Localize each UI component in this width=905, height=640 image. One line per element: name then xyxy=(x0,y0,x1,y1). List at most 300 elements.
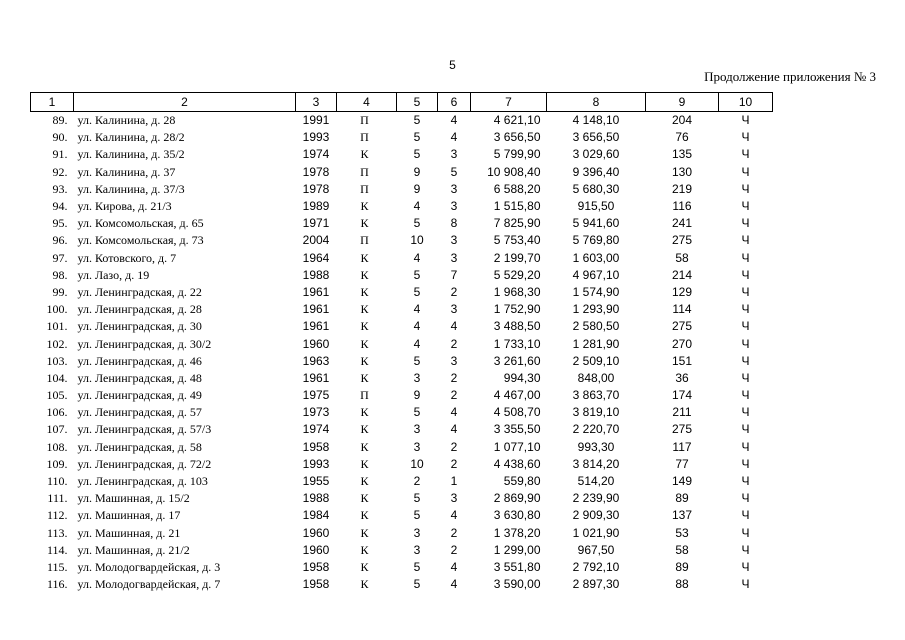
cell-ownership: Ч xyxy=(741,319,750,334)
column-header-2: 2 xyxy=(74,93,296,112)
cell-address: ул. Ленинградская, д. 58 xyxy=(77,439,202,454)
cell-entrances: 3 xyxy=(450,233,458,248)
cell-residents: 275 xyxy=(671,319,693,334)
cell-row-number: 95. xyxy=(52,216,68,231)
cell-total-area: 4 438,60 xyxy=(493,456,541,471)
cell-address: ул. Ленинградская, д. 30/2 xyxy=(77,336,212,351)
cell-row-number: 114. xyxy=(46,542,68,557)
table-row xyxy=(31,318,773,335)
table-row xyxy=(31,353,773,370)
cell-build-year: 1961 xyxy=(302,302,330,317)
cell-floors: 5 xyxy=(413,405,421,420)
cell-row-number: 90. xyxy=(52,130,68,145)
cell-wall-material: К xyxy=(360,439,369,454)
cell-residents: 275 xyxy=(671,233,693,248)
cell-ownership: Ч xyxy=(741,199,750,214)
table-row xyxy=(31,421,773,438)
cell-wall-material: К xyxy=(360,353,369,368)
table-row xyxy=(31,146,773,163)
table-row xyxy=(31,490,773,507)
cell-address: ул. Ленинградская, д. 22 xyxy=(77,284,202,299)
cell-wall-material: К xyxy=(360,542,369,557)
cell-build-year: 1960 xyxy=(302,525,330,540)
cell-total-area: 5 799,90 xyxy=(493,147,541,162)
cell-residents: 211 xyxy=(672,405,692,420)
cell-entrances: 1 xyxy=(450,474,458,489)
cell-address: ул. Калинина, д. 28/2 xyxy=(77,130,185,145)
cell-floors: 5 xyxy=(413,508,421,523)
cell-ownership: Ч xyxy=(741,508,750,523)
table-row xyxy=(31,559,773,576)
cell-ownership: Ч xyxy=(741,113,750,128)
table-row xyxy=(31,301,773,318)
cell-address: ул. Ленинградская, д. 103 xyxy=(77,474,208,489)
cell-row-number: 107. xyxy=(46,422,68,437)
cell-row-number: 97. xyxy=(52,250,68,265)
cell-residents: 89 xyxy=(675,491,689,506)
cell-living-area: 2 239,90 xyxy=(572,491,620,506)
cell-entrances: 4 xyxy=(450,405,458,420)
cell-build-year: 1955 xyxy=(302,474,330,489)
cell-residents: 149 xyxy=(671,474,693,489)
cell-ownership: Ч xyxy=(741,474,750,489)
cell-living-area: 4 148,10 xyxy=(572,113,620,128)
cell-address: ул. Машинная, д. 21 xyxy=(77,525,181,540)
cell-address: ул. Калинина, д. 37 xyxy=(77,164,176,179)
table-row xyxy=(31,129,773,146)
cell-address: ул. Молодогвардейская, д. 7 xyxy=(77,577,221,592)
cell-address: ул. Ленинградская, д. 57 xyxy=(77,405,202,420)
cell-wall-material: П xyxy=(360,233,369,248)
table-row xyxy=(31,112,773,130)
cell-ownership: Ч xyxy=(741,233,750,248)
cell-build-year: 1971 xyxy=(302,216,330,231)
cell-floors: 4 xyxy=(413,199,421,214)
cell-row-number: 106. xyxy=(46,405,68,420)
table-row xyxy=(31,215,773,232)
cell-build-year: 1961 xyxy=(302,284,330,299)
cell-floors: 3 xyxy=(413,542,421,557)
cell-entrances: 2 xyxy=(450,284,458,299)
cell-total-area: 3 590,00 xyxy=(493,577,541,592)
cell-address: ул. Ленинградская, д. 49 xyxy=(77,388,202,403)
cell-build-year: 1958 xyxy=(302,439,330,454)
cell-row-number: 105. xyxy=(46,388,68,403)
cell-ownership: Ч xyxy=(741,216,750,231)
cell-total-area: 10 908,40 xyxy=(487,164,541,179)
cell-build-year: 1960 xyxy=(302,336,330,351)
cell-living-area: 3 029,60 xyxy=(572,147,620,162)
cell-total-area: 994,30 xyxy=(503,370,541,385)
table-row xyxy=(31,370,773,387)
appendix-continuation-note: Продолжение приложения № 3 xyxy=(704,69,876,84)
cell-living-area: 514,20 xyxy=(577,474,615,489)
cell-floors: 5 xyxy=(413,491,421,506)
cell-entrances: 3 xyxy=(450,181,458,196)
cell-residents: 174 xyxy=(671,388,693,403)
cell-floors: 5 xyxy=(413,284,421,299)
cell-address: ул. Кирова, д. 21/3 xyxy=(77,199,172,214)
cell-ownership: Ч xyxy=(741,284,750,299)
cell-living-area: 3 814,20 xyxy=(572,456,620,471)
cell-floors: 5 xyxy=(413,353,421,368)
cell-total-area: 7 825,90 xyxy=(493,216,541,231)
cell-entrances: 4 xyxy=(450,113,458,128)
cell-row-number: 98. xyxy=(52,267,68,282)
cell-residents: 151 xyxy=(671,353,693,368)
cell-living-area: 2 792,10 xyxy=(572,559,620,574)
cell-living-area: 1 574,90 xyxy=(572,284,620,299)
table-row xyxy=(31,181,773,198)
cell-floors: 10 xyxy=(410,456,424,471)
cell-total-area: 5 753,40 xyxy=(493,233,541,248)
cell-row-number: 109. xyxy=(46,456,68,471)
column-header-8: 8 xyxy=(547,93,646,112)
cell-wall-material: П xyxy=(360,130,369,145)
cell-address: ул. Машинная, д. 15/2 xyxy=(77,491,190,506)
cell-living-area: 967,50 xyxy=(577,542,615,557)
cell-wall-material: К xyxy=(360,302,369,317)
cell-total-area: 3 630,80 xyxy=(493,508,541,523)
cell-floors: 10 xyxy=(410,233,424,248)
cell-row-number: 100. xyxy=(46,302,68,317)
cell-residents: 117 xyxy=(672,439,692,454)
table-row xyxy=(31,164,773,181)
cell-total-area: 559,80 xyxy=(503,474,541,489)
table-row xyxy=(31,404,773,421)
cell-entrances: 2 xyxy=(450,525,458,540)
cell-wall-material: П xyxy=(360,181,369,196)
cell-living-area: 3 656,50 xyxy=(572,130,620,145)
cell-ownership: Ч xyxy=(741,130,750,145)
cell-build-year: 1978 xyxy=(302,164,330,179)
cell-living-area: 2 580,50 xyxy=(572,319,620,334)
cell-entrances: 4 xyxy=(450,508,458,523)
cell-ownership: Ч xyxy=(741,370,750,385)
cell-residents: 53 xyxy=(675,525,689,540)
cell-living-area: 3 863,70 xyxy=(572,388,620,403)
cell-total-area: 1 752,90 xyxy=(493,302,541,317)
cell-wall-material: К xyxy=(360,456,369,471)
column-header-6: 6 xyxy=(438,93,471,112)
cell-residents: 114 xyxy=(672,302,692,317)
cell-wall-material: К xyxy=(360,577,369,592)
cell-wall-material: К xyxy=(360,216,369,231)
cell-living-area: 5 769,80 xyxy=(572,233,620,248)
cell-address: ул. Ленинградская, д. 30 xyxy=(77,319,202,334)
cell-ownership: Ч xyxy=(741,559,750,574)
cell-ownership: Ч xyxy=(741,302,750,317)
cell-build-year: 1988 xyxy=(302,491,330,506)
housing-table xyxy=(30,92,773,593)
cell-total-area: 3 355,50 xyxy=(493,422,541,437)
cell-residents: 129 xyxy=(671,284,693,299)
cell-row-number: 93. xyxy=(52,181,68,196)
cell-address: ул. Лазо, д. 19 xyxy=(77,267,150,282)
table-row xyxy=(31,542,773,559)
cell-total-area: 4 508,70 xyxy=(493,405,541,420)
cell-living-area: 1 281,90 xyxy=(572,336,620,351)
cell-living-area: 848,00 xyxy=(577,370,615,385)
cell-ownership: Ч xyxy=(741,336,750,351)
cell-entrances: 3 xyxy=(450,199,458,214)
cell-wall-material: К xyxy=(360,491,369,506)
cell-wall-material: К xyxy=(360,336,369,351)
cell-build-year: 1961 xyxy=(302,370,330,385)
cell-residents: 76 xyxy=(675,130,689,145)
cell-residents: 58 xyxy=(675,542,689,557)
cell-row-number: 116. xyxy=(46,577,68,592)
cell-wall-material: К xyxy=(360,199,369,214)
cell-residents: 214 xyxy=(671,267,693,282)
cell-build-year: 1993 xyxy=(302,130,330,145)
cell-living-area: 1 603,00 xyxy=(572,250,620,265)
cell-wall-material: К xyxy=(360,422,369,437)
cell-row-number: 103. xyxy=(46,353,68,368)
column-header-5: 5 xyxy=(397,93,438,112)
cell-build-year: 1984 xyxy=(302,508,330,523)
cell-build-year: 1991 xyxy=(302,113,330,128)
cell-residents: 89 xyxy=(675,559,689,574)
cell-build-year: 1978 xyxy=(302,181,330,196)
cell-ownership: Ч xyxy=(741,439,750,454)
cell-entrances: 3 xyxy=(450,250,458,265)
cell-total-area: 1 733,10 xyxy=(493,336,541,351)
cell-ownership: Ч xyxy=(741,181,750,196)
table-row xyxy=(31,232,773,249)
cell-floors: 5 xyxy=(413,130,421,145)
cell-living-area: 1 293,90 xyxy=(572,302,620,317)
table-row xyxy=(31,387,773,404)
cell-address: ул. Калинина, д. 28 xyxy=(77,113,176,128)
cell-wall-material: К xyxy=(360,508,369,523)
cell-entrances: 2 xyxy=(450,439,458,454)
cell-floors: 4 xyxy=(413,250,421,265)
table-row xyxy=(31,507,773,524)
cell-entrances: 4 xyxy=(450,422,458,437)
cell-row-number: 110. xyxy=(46,474,68,489)
cell-entrances: 3 xyxy=(450,147,458,162)
cell-wall-material: К xyxy=(360,559,369,574)
column-header-3: 3 xyxy=(296,93,337,112)
cell-total-area: 1 299,00 xyxy=(493,542,541,557)
cell-entrances: 2 xyxy=(450,336,458,351)
page-number: 5 xyxy=(449,58,456,72)
cell-build-year: 1974 xyxy=(302,147,330,162)
cell-living-area: 5 680,30 xyxy=(572,181,620,196)
cell-residents: 77 xyxy=(675,456,689,471)
table-header-row xyxy=(31,93,773,112)
cell-wall-material: К xyxy=(360,147,369,162)
cell-row-number: 94. xyxy=(52,199,68,214)
cell-floors: 3 xyxy=(413,422,421,437)
cell-living-area: 4 967,10 xyxy=(572,267,620,282)
cell-floors: 2 xyxy=(413,474,421,489)
cell-row-number: 91. xyxy=(52,147,68,162)
cell-entrances: 2 xyxy=(450,456,458,471)
cell-total-area: 6 588,20 xyxy=(493,181,541,196)
cell-total-area: 3 261,60 xyxy=(493,353,541,368)
cell-total-area: 1 378,20 xyxy=(493,525,541,540)
cell-residents: 275 xyxy=(671,422,693,437)
table-row xyxy=(31,335,773,352)
cell-address: ул. Ленинградская, д. 72/2 xyxy=(77,456,212,471)
column-header-4: 4 xyxy=(337,93,397,112)
cell-build-year: 1989 xyxy=(302,199,330,214)
cell-wall-material: К xyxy=(360,319,369,334)
cell-address: ул. Комсомольская, д. 73 xyxy=(77,233,204,248)
cell-entrances: 4 xyxy=(450,319,458,334)
cell-entrances: 7 xyxy=(450,267,458,282)
column-header-9: 9 xyxy=(646,93,719,112)
cell-total-area: 4 621,10 xyxy=(493,113,541,128)
table-row xyxy=(31,250,773,267)
cell-residents: 130 xyxy=(671,164,693,179)
table-row xyxy=(31,456,773,473)
cell-wall-material: К xyxy=(360,284,369,299)
cell-ownership: Ч xyxy=(741,353,750,368)
cell-row-number: 104. xyxy=(46,370,68,385)
table-row xyxy=(31,198,773,215)
cell-floors: 9 xyxy=(413,164,421,179)
cell-wall-material: К xyxy=(360,250,369,265)
cell-wall-material: П xyxy=(360,113,369,128)
cell-build-year: 1973 xyxy=(302,405,330,420)
cell-ownership: Ч xyxy=(741,577,750,592)
table-row xyxy=(31,473,773,490)
cell-row-number: 101. xyxy=(46,319,68,334)
cell-living-area: 3 819,10 xyxy=(572,405,620,420)
cell-wall-material: К xyxy=(360,267,369,282)
cell-floors: 5 xyxy=(413,577,421,592)
cell-total-area: 2 199,70 xyxy=(493,250,541,265)
cell-address: ул. Ленинградская, д. 48 xyxy=(77,370,202,385)
cell-build-year: 1964 xyxy=(302,250,330,265)
cell-row-number: 96. xyxy=(52,233,68,248)
cell-ownership: Ч xyxy=(741,267,750,282)
cell-entrances: 2 xyxy=(450,542,458,557)
cell-row-number: 115. xyxy=(46,559,68,574)
cell-address: ул. Ленинградская, д. 28 xyxy=(77,302,202,317)
cell-build-year: 1988 xyxy=(302,267,330,282)
cell-address: ул. Машинная, д. 17 xyxy=(77,508,181,523)
cell-build-year: 1974 xyxy=(302,422,330,437)
cell-row-number: 113. xyxy=(46,525,68,540)
cell-living-area: 9 396,40 xyxy=(572,164,620,179)
cell-floors: 4 xyxy=(413,302,421,317)
cell-row-number: 102. xyxy=(46,336,68,351)
cell-wall-material: К xyxy=(360,525,369,540)
table-row xyxy=(31,525,773,542)
column-header-10: 10 xyxy=(719,93,773,112)
column-header-1: 1 xyxy=(31,93,74,112)
cell-total-area: 3 551,80 xyxy=(493,559,541,574)
cell-residents: 204 xyxy=(671,113,693,128)
cell-entrances: 3 xyxy=(450,353,458,368)
cell-residents: 116 xyxy=(672,199,692,214)
cell-ownership: Ч xyxy=(741,164,750,179)
cell-total-area: 4 467,00 xyxy=(493,388,541,403)
cell-ownership: Ч xyxy=(741,542,750,557)
cell-wall-material: П xyxy=(360,388,369,403)
cell-row-number: 99. xyxy=(52,284,68,299)
cell-floors: 5 xyxy=(413,216,421,231)
cell-total-area: 1 515,80 xyxy=(493,199,541,214)
table-body xyxy=(31,112,773,594)
cell-row-number: 92. xyxy=(52,164,68,179)
cell-address: ул. Калинина, д. 35/2 xyxy=(77,147,185,162)
cell-floors: 4 xyxy=(413,319,421,334)
cell-address: ул. Ленинградская, д. 57/3 xyxy=(77,422,212,437)
table-row xyxy=(31,576,773,593)
cell-floors: 5 xyxy=(413,113,421,128)
cell-wall-material: К xyxy=(360,405,369,420)
cell-living-area: 2 897,30 xyxy=(572,577,620,592)
cell-build-year: 1963 xyxy=(302,353,330,368)
cell-floors: 3 xyxy=(413,370,421,385)
cell-wall-material: К xyxy=(360,474,369,489)
cell-wall-material: П xyxy=(360,164,369,179)
cell-address: ул. Комсомольская, д. 65 xyxy=(77,216,204,231)
cell-living-area: 5 941,60 xyxy=(572,216,620,231)
cell-total-area: 5 529,20 xyxy=(493,267,541,282)
cell-living-area: 2 909,30 xyxy=(572,508,620,523)
table-row xyxy=(31,284,773,301)
cell-wall-material: К xyxy=(360,370,369,385)
cell-row-number: 112. xyxy=(46,508,68,523)
cell-floors: 3 xyxy=(413,525,421,540)
cell-build-year: 2004 xyxy=(302,233,330,248)
cell-entrances: 2 xyxy=(450,388,458,403)
cell-residents: 270 xyxy=(671,336,693,351)
cell-floors: 9 xyxy=(413,181,421,196)
cell-living-area: 993,30 xyxy=(577,439,615,454)
cell-ownership: Ч xyxy=(741,491,750,506)
cell-floors: 5 xyxy=(413,559,421,574)
cell-ownership: Ч xyxy=(741,388,750,403)
cell-row-number: 111. xyxy=(47,491,68,506)
cell-entrances: 8 xyxy=(450,216,458,231)
cell-residents: 88 xyxy=(675,577,689,592)
cell-address: ул. Ленинградская, д. 46 xyxy=(77,353,202,368)
cell-ownership: Ч xyxy=(741,456,750,471)
cell-residents: 137 xyxy=(671,508,693,523)
cell-ownership: Ч xyxy=(741,405,750,420)
cell-total-area: 3 656,50 xyxy=(493,130,541,145)
cell-ownership: Ч xyxy=(741,422,750,437)
cell-build-year: 1961 xyxy=(302,319,330,334)
cell-residents: 241 xyxy=(671,216,693,231)
cell-row-number: 89. xyxy=(52,113,68,128)
cell-entrances: 4 xyxy=(450,577,458,592)
cell-living-area: 915,50 xyxy=(577,199,615,214)
cell-entrances: 5 xyxy=(450,164,458,179)
cell-floors: 9 xyxy=(413,388,421,403)
cell-living-area: 2 509,10 xyxy=(572,353,620,368)
cell-residents: 219 xyxy=(671,181,693,196)
cell-entrances: 4 xyxy=(450,559,458,574)
cell-floors: 5 xyxy=(413,267,421,282)
cell-total-area: 2 869,90 xyxy=(493,491,541,506)
cell-entrances: 4 xyxy=(450,130,458,145)
cell-ownership: Ч xyxy=(741,147,750,162)
cell-total-area: 1 968,30 xyxy=(493,284,541,299)
cell-address: ул. Котовского, д. 7 xyxy=(77,250,177,265)
cell-total-area: 3 488,50 xyxy=(493,319,541,334)
cell-entrances: 2 xyxy=(450,370,458,385)
cell-build-year: 1993 xyxy=(302,456,330,471)
cell-floors: 5 xyxy=(413,147,421,162)
